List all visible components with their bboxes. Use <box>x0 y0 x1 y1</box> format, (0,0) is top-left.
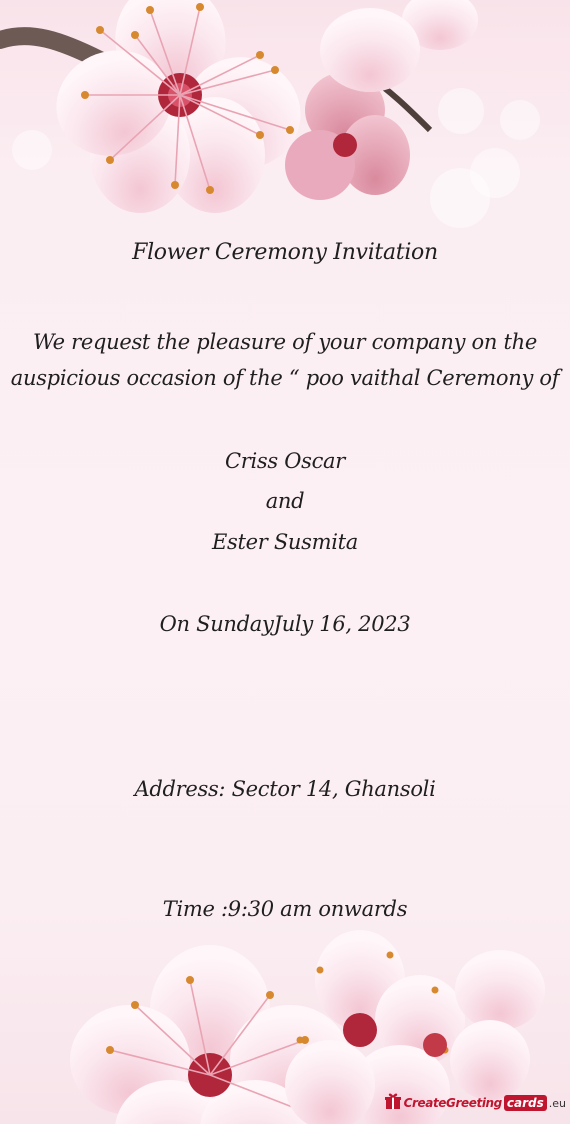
gift-icon <box>384 1092 402 1114</box>
honoree-name-1: Criss Oscar <box>224 449 346 473</box>
invitation-request <box>0 324 570 396</box>
invitation-title: Flower Ceremony Invitation <box>132 240 438 265</box>
watermark-domain-suffix: .eu <box>548 1096 566 1110</box>
event-date: On SundayJuly 16, 2023 <box>159 612 411 636</box>
watermark-brand-box: cards <box>504 1095 547 1111</box>
honoree-name-2: Ester Susmita <box>211 530 359 554</box>
request-line-2: auspicious occasion of the “ poo vaithal Ceremony of <box>10 366 560 390</box>
watermark-brand-text: CreateGreeting <box>403 1096 502 1110</box>
conjunction-and: and <box>265 489 305 513</box>
event-address: Address: Sector 14, Ghansoli <box>134 777 436 801</box>
createcards-watermark <box>384 1088 566 1118</box>
request-line-1: We request the pleasure of your company on the <box>33 330 537 354</box>
top-cherry-blossom-image <box>0 0 570 230</box>
event-time: Time :9:30 am onwards <box>162 897 408 921</box>
